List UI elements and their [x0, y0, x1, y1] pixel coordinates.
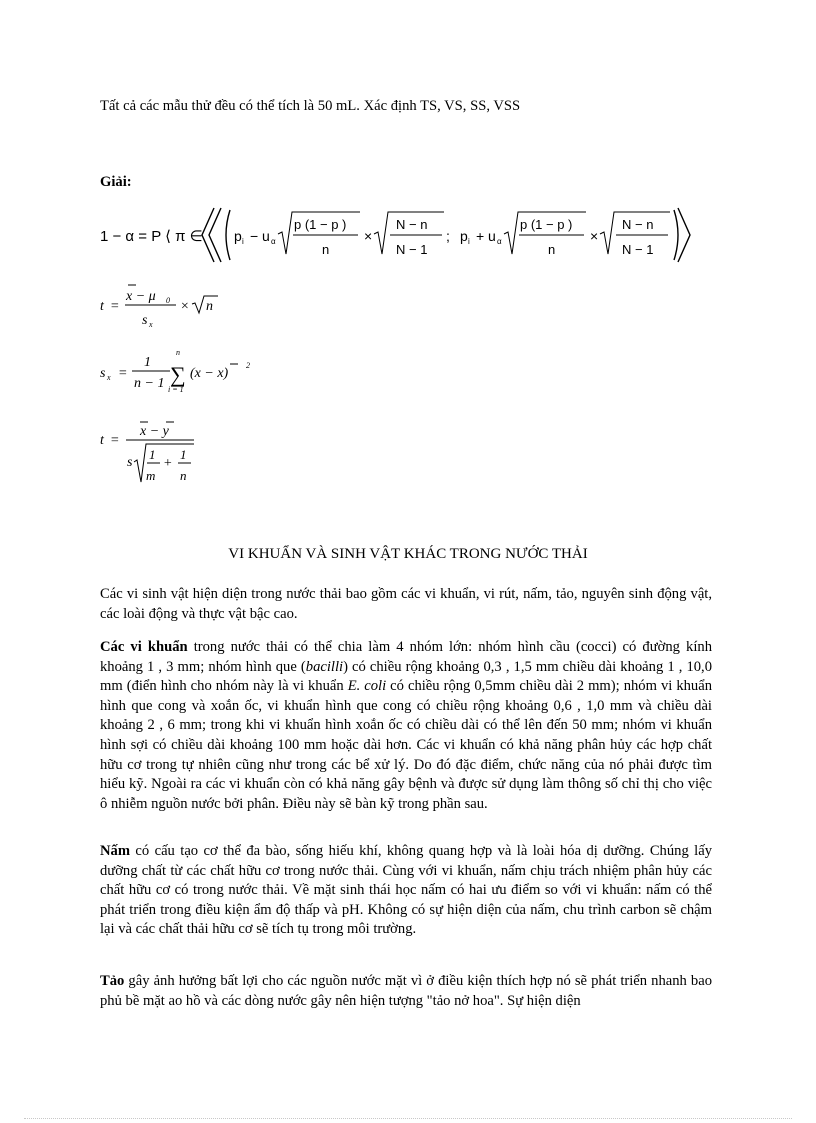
svg-text:1: 1 — [180, 447, 187, 462]
svg-text:N − n: N − n — [396, 217, 428, 232]
svg-text:1: 1 — [144, 355, 151, 370]
svg-text:p: p — [460, 228, 468, 244]
svg-text:n: n — [180, 468, 187, 483]
svg-text:p: p — [234, 228, 242, 244]
formula-closing-bracket — [672, 204, 692, 271]
svg-text:(x − x): (x − x) — [190, 366, 229, 381]
svg-text:x: x — [107, 373, 111, 382]
svg-text:N − 1: N − 1 — [622, 242, 654, 257]
intro-line: Tất cả các mẫu thử đều có thể tích là 50 mL. Xác định TS, VS, SS, VSS — [100, 98, 521, 114]
svg-text:+: + — [163, 456, 173, 471]
svg-text:n: n — [548, 242, 556, 257]
svg-text:×: × — [590, 228, 599, 244]
svg-text:s: s — [142, 313, 148, 328]
svg-text:m: m — [146, 468, 156, 483]
svg-text:=: = — [110, 299, 120, 314]
paragraph-bacteria: Các vi khuẩn trong nước thải có thể chia làm 4 nhóm lớn: nhóm hình cầu (cocci) có đường kính khoảng 1 , 3 mm; nhóm hình que (bacilli) có chiều rộng khoảng 0,3 , 1,5 mm chiều dài khoảng 1 , 10,0 mm (điển hình cho nhóm này là vi khuẩn E. coli có chiều rộng 0,5mm chiều dài 2 mm); nhóm vi khuẩn hình que cong và xoắn ốc, vi khuẩn hình que cong có chiều rộng khoảng 0,6 , 1,0 mm và chiều dài khoảng 2 , 6 mm; trong khi vi khuẩn hình xoắn ốc có chiều dài có thể lên đến 50 mm; nhóm vi khuẩn hình sợi có chiều dài khoảng 100 mm hoặc dài hơn. Các vi khuẩn có khả năng phân hủy các hợp chất hữu cơ trong tự nhiên cũng như trong các bể xử lý. Do đó đặc điểm, chức năng của nó phải được tìm hiểu kỹ. Ngoài ra các vi khuẩn còn có khả năng gây bệnh và được sử dụng làm thông số chỉ thị cho việc ô nhiễm nguồn nước bởi phân. Điều này sẽ bàn kỹ trong phần sau. — [100, 639, 713, 812]
svg-text:x − μ: x − μ — [126, 289, 156, 304]
paragraph-algae: Tảo gây ảnh hưởng bất lợi cho các nguồn nước mặt vì ở điều kiện thích hợp nó sẽ phát triển nhanh bao phủ bề mặt ao hồ và các dòng nước gây nên hiện tượng "tảo nở hoa". Sự hiện diện — [100, 973, 712, 1009]
svg-text:;: ; — [446, 228, 450, 244]
svg-text:n: n — [322, 242, 330, 257]
svg-text:u: u — [488, 228, 496, 244]
svg-text:x − y: x − y — [140, 424, 169, 439]
formula-two-sample-t — [96, 418, 236, 493]
svg-text:∑: ∑ — [170, 362, 186, 387]
svg-text:−: − — [250, 228, 259, 244]
svg-text:u: u — [262, 228, 270, 244]
fungi-term: Nấm — [100, 843, 130, 859]
formula-confidence-interval — [96, 204, 676, 271]
bacteria-term: Các vi khuẩn — [100, 639, 188, 655]
svg-text:i = 1: i = 1 — [168, 385, 184, 394]
svg-text:i: i — [468, 237, 470, 246]
paragraph-intro: Các vi sinh vật hiện diện trong nước thải bao gồm các vi khuẩn, vi rút, nấm, tảo, nguyên sinh động vật, các loài động và thực vật bậc cao. — [100, 586, 712, 622]
f1-lhs: 1 − α = P ⟨ π ∈ — [100, 228, 203, 245]
svg-text:n: n — [206, 299, 213, 314]
svg-text:N − n: N − n — [622, 217, 654, 232]
formula-t-statistic — [96, 282, 256, 337]
page-bottom-divider — [24, 1118, 792, 1119]
svg-text:n: n — [176, 350, 180, 357]
svg-text:s: s — [127, 455, 133, 470]
svg-text:=: = — [110, 433, 120, 448]
solution-label: Giải: — [100, 174, 132, 190]
svg-text:1: 1 — [149, 447, 156, 462]
svg-text:n − 1: n − 1 — [134, 376, 165, 391]
formula-std-deviation — [96, 350, 276, 405]
svg-text:0: 0 — [166, 296, 170, 305]
section-heading: VI KHUẨN VÀ SINH VẬT KHÁC TRONG NƯỚC THẢI — [228, 546, 588, 562]
svg-text:α: α — [497, 237, 502, 246]
svg-text:i: i — [242, 237, 244, 246]
svg-text:=: = — [118, 366, 128, 381]
svg-text:s: s — [100, 366, 106, 381]
svg-text:x: x — [149, 320, 153, 329]
svg-text:×: × — [364, 228, 373, 244]
svg-text:×: × — [180, 299, 190, 314]
svg-text:+: + — [476, 228, 485, 244]
svg-text:2: 2 — [246, 361, 250, 370]
svg-text:N − 1: N − 1 — [396, 242, 428, 257]
svg-text:p (1 − p ): p (1 − p ) — [520, 217, 573, 232]
svg-text:p (1 − p ): p (1 − p ) — [294, 217, 347, 232]
svg-text:t: t — [100, 433, 104, 448]
algae-term: Tảo — [100, 973, 125, 989]
svg-text:α: α — [271, 237, 276, 246]
paragraph-fungi: Nấm có cấu tạo cơ thể đa bào, sống hiếu khí, không quang hợp và là loài hóa dị dưỡng. Chúng lấy dưỡng chất từ các chất hữu cơ trong nước thải. Cùng với vi khuẩn, nấm chịu trách nhiệm phân hủy các chất hữu cơ có trong nước thải. Về mặt sinh thái học nấm có hai ưu điểm so với vi khuẩn: nấm có thể phát triển trong điều kiện ẩm độ thấp và pH. Không có sự hiện diện của nấm, chu trình carbon sẽ chậm lại và các chất thải hữu cơ sẽ tích tụ trong môi trường. — [100, 843, 712, 938]
svg-text:t: t — [100, 299, 104, 314]
